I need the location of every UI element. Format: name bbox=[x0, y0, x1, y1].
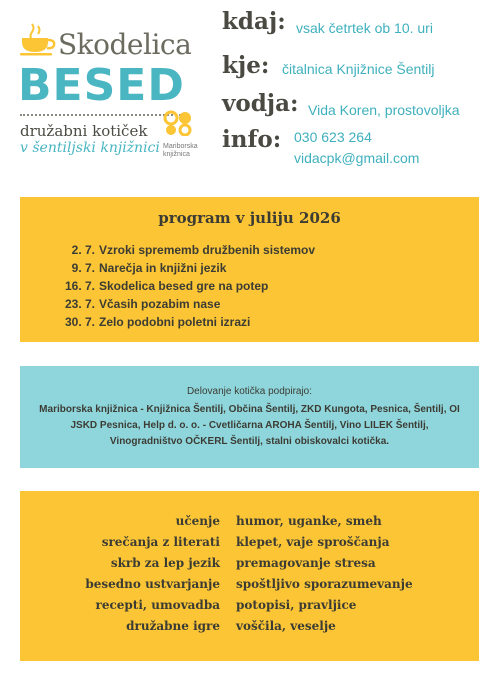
topic-item: skrb za lep jezik bbox=[110, 556, 220, 570]
topic-item: premagovanje stresa bbox=[236, 556, 376, 570]
program-date: 2. 7. bbox=[71, 243, 95, 257]
logo-title-main: BESED bbox=[18, 60, 185, 111]
email-link[interactable]: vidacpk@gmail.com bbox=[294, 150, 420, 166]
program-item bbox=[56, 279, 315, 297]
program-topic: Zelo podobni poletni izrazi bbox=[99, 315, 251, 329]
when-value: vsak četrtek ob 10. uri bbox=[296, 20, 433, 36]
sponsors-box bbox=[20, 366, 479, 468]
program-date: 16. 7. bbox=[64, 279, 95, 293]
where-label: kje: bbox=[222, 52, 270, 79]
program-date: 9. 7. bbox=[71, 261, 95, 275]
program-item bbox=[56, 261, 315, 279]
topics-box bbox=[20, 491, 479, 661]
program-item bbox=[56, 243, 315, 261]
topic-item: spoštljivo sporazumevanje bbox=[236, 577, 413, 591]
where-value: čitalnica Knjižnice Šentilj bbox=[282, 61, 435, 77]
program-date: 30. 7. bbox=[64, 315, 95, 329]
program-list bbox=[56, 243, 315, 333]
leader-value: Vida Koren, prostovoljka bbox=[308, 102, 460, 118]
program-title: program v juliju 2026 bbox=[158, 209, 341, 227]
leader-label: vodja: bbox=[222, 90, 299, 117]
contact-label: info: bbox=[222, 126, 282, 153]
topic-item: učenje bbox=[175, 514, 220, 528]
logo bbox=[18, 10, 203, 160]
program-item bbox=[56, 315, 315, 333]
program-date: 23. 7. bbox=[64, 297, 95, 311]
when-label: kdaj: bbox=[222, 8, 286, 35]
sponsors-intro: Delovanje kotička podpirajo: bbox=[186, 386, 313, 397]
library-logo-icon bbox=[163, 110, 193, 136]
library-name: Mariborska knjižnica bbox=[163, 143, 198, 158]
topics-right-column bbox=[236, 511, 413, 637]
program-box bbox=[20, 197, 479, 342]
topic-item: družabne igre bbox=[126, 619, 220, 633]
topic-item: srečanja z literati bbox=[101, 535, 220, 549]
topic-item: voščila, veselje bbox=[236, 619, 336, 633]
topic-item: humor, uganke, smeh bbox=[236, 514, 382, 528]
logo-subtitle: družabni kotiček bbox=[20, 122, 148, 140]
logo-title-top: Skodelica bbox=[58, 28, 192, 61]
logo-subtitle-italic: v šentiljski knjižnici bbox=[20, 140, 160, 156]
topic-item: recepti, umovadba bbox=[95, 598, 220, 612]
program-topic: Skodelica besed gre na potep bbox=[99, 279, 269, 293]
topic-item: potopisi, pravljice bbox=[236, 598, 357, 612]
program-topic: Narečja in knjižni jezik bbox=[99, 261, 227, 275]
coffee-cup-icon bbox=[20, 22, 56, 56]
topics-left-column bbox=[30, 511, 220, 637]
program-item bbox=[56, 297, 315, 315]
topic-item: besedno ustvarjanje bbox=[85, 577, 220, 591]
program-topic: Vzroki sprememb družbenih sistemov bbox=[99, 243, 316, 257]
program-topic: Včasih pozabim nase bbox=[99, 297, 221, 311]
sponsors-list: Mariborska knjižnica - Knjižnica Šentilj, Občina Šentilj, ZKD Kungota, Pesnica, Šentilj, OI JSKD Pesnica, Help d. o. o. - Cvetličarna AROHA Šentilj, Vino LILEK Šentilj, Vinogradništvo OČKERL Šentilj, stalni obiskovalci kotička. bbox=[39, 404, 460, 447]
phone-number: 030 623 264 bbox=[294, 129, 372, 145]
topic-item: klepet, vaje sproščanja bbox=[236, 535, 390, 549]
library-logo bbox=[163, 110, 203, 159]
